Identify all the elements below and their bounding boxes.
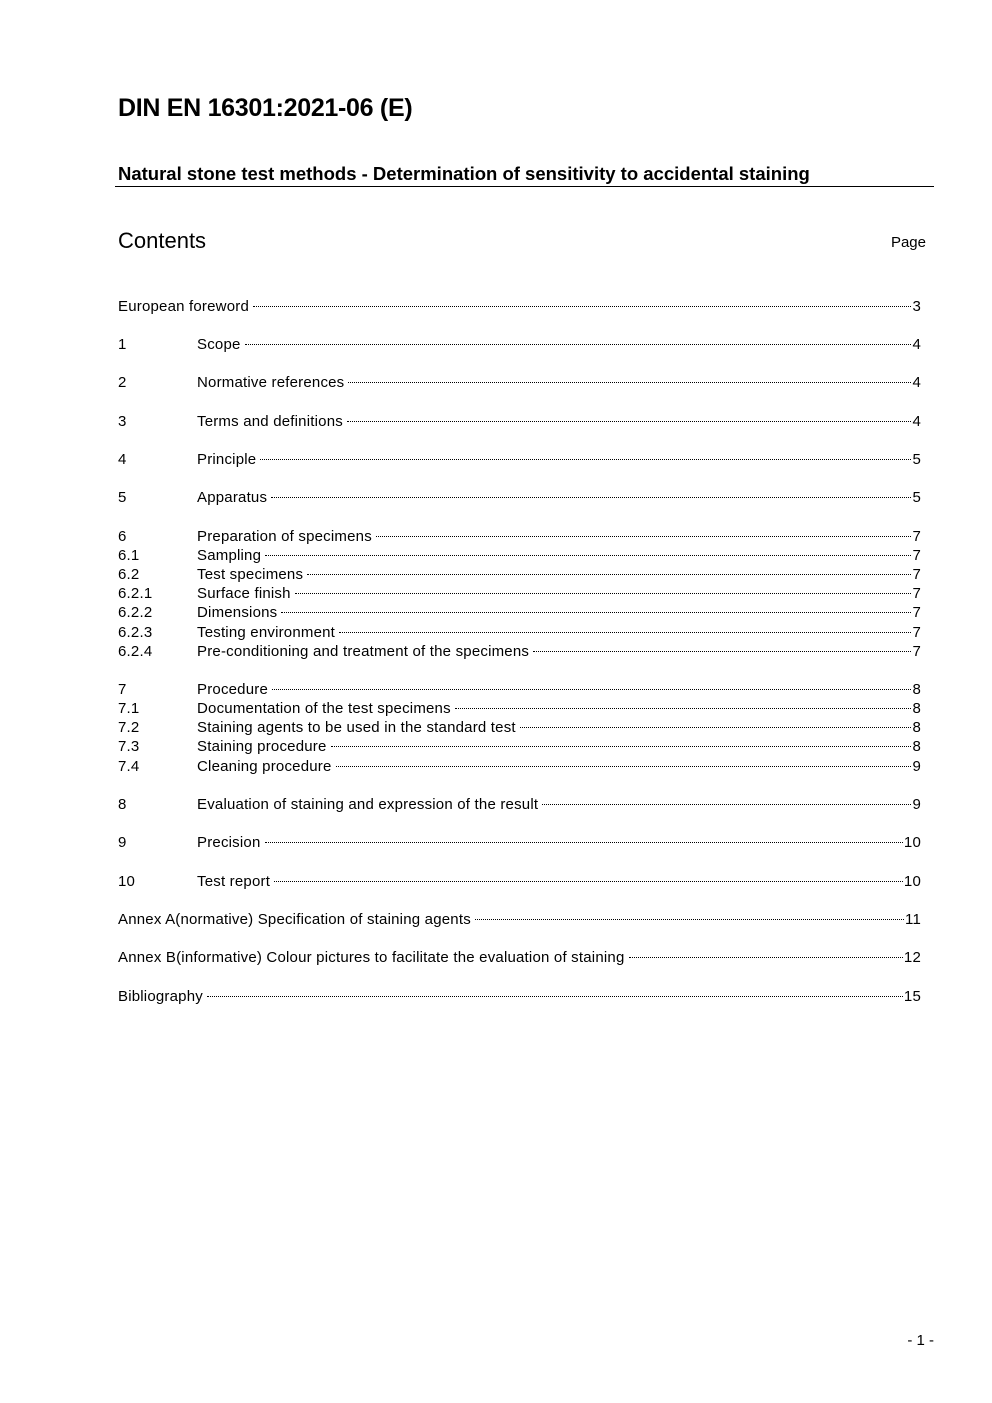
toc-entry-text: Documentation of the test specimens xyxy=(197,700,451,717)
toc-entry-page: 9 xyxy=(912,758,921,775)
document-id: DIN EN 16301:2021-06 (E) xyxy=(118,94,413,122)
toc-entry-text: Evaluation of staining and expression of the result xyxy=(197,796,539,813)
toc-entry-text: Annex A(normative) Specification of staining agents xyxy=(118,911,471,928)
toc-entry-text: Pre-conditioning and treatment of the specimens xyxy=(197,643,530,660)
toc-entry-terms-and-definitions[interactable] xyxy=(118,407,921,430)
toc-entry-number: 6.2.1 xyxy=(118,585,153,602)
toc-leader xyxy=(245,330,912,349)
toc-entry-text: Bibliography xyxy=(118,988,203,1005)
toc-entry-staining-procedure[interactable] xyxy=(118,732,921,755)
toc-entry-text: Test report xyxy=(197,873,271,890)
toc-entry-text: Staining procedure xyxy=(197,738,327,755)
toc-entry-page: 8 xyxy=(912,681,921,698)
toc-entry-page: 7 xyxy=(912,547,921,564)
toc-entry-number: 6 xyxy=(118,528,127,545)
toc-entry-text: Test specimens xyxy=(197,566,304,583)
toc-leader xyxy=(348,368,911,387)
toc-entry-european-foreword[interactable] xyxy=(118,292,921,315)
toc-leader xyxy=(272,675,911,694)
toc-entry-page: 7 xyxy=(912,585,921,602)
toc-entry-page: 3 xyxy=(912,298,921,315)
toc-entry-number: 7.3 xyxy=(118,738,140,755)
title-underline xyxy=(115,186,934,187)
toc-entry-number: 1 xyxy=(118,336,127,353)
toc-entry-documentation-of-test-specimens[interactable] xyxy=(118,694,921,717)
contents-heading: Contents xyxy=(118,228,207,253)
toc-entry-annex-a[interactable] xyxy=(118,905,921,928)
toc-leader xyxy=(307,560,911,579)
toc-entry-page: 5 xyxy=(912,451,921,468)
toc-entry-page: 15 xyxy=(903,988,921,1005)
toc-leader xyxy=(533,637,911,656)
toc-entry-scope[interactable] xyxy=(118,330,921,353)
toc-entry-page: 9 xyxy=(912,796,921,813)
toc-leader xyxy=(336,752,912,771)
toc-entry-page: 4 xyxy=(912,336,921,353)
toc-entry-page: 4 xyxy=(912,374,921,391)
toc-entry-number: 7.2 xyxy=(118,719,140,736)
toc-entry-number: 6.2 xyxy=(118,566,140,583)
toc-entry-text: Terms and definitions xyxy=(197,413,343,430)
toc-entry-dimensions[interactable] xyxy=(118,598,921,621)
toc-leader xyxy=(260,445,911,464)
toc-entry-pre-conditioning[interactable] xyxy=(118,637,921,660)
toc-leader xyxy=(475,905,904,924)
toc-entry-text: European foreword xyxy=(118,298,249,315)
toc-leader xyxy=(629,943,903,962)
toc-entry-text: Annex B(informative) Colour pictures to facilitate the evaluation of staining xyxy=(118,949,625,966)
toc-entry-number: 7 xyxy=(118,681,127,698)
toc-leader xyxy=(520,713,912,732)
toc-entry-text: Sampling xyxy=(197,547,262,564)
toc-entry-number: 2 xyxy=(118,374,127,391)
toc-entry-test-specimens[interactable] xyxy=(118,560,921,583)
toc-entry-text: Cleaning procedure xyxy=(197,758,332,775)
toc-leader xyxy=(265,541,911,560)
toc-entry-number: 5 xyxy=(118,489,127,506)
toc-leader xyxy=(339,618,911,637)
toc-leader xyxy=(271,483,911,502)
toc-entry-text: Preparation of specimens xyxy=(197,528,372,545)
toc-entry-testing-environment[interactable] xyxy=(118,618,921,641)
toc-entry-page: 7 xyxy=(912,643,921,660)
toc-entry-sampling[interactable] xyxy=(118,541,921,564)
toc-entry-text: Normative references xyxy=(197,374,345,391)
toc-entry-text: Staining agents to be used in the standard test xyxy=(197,719,516,736)
toc-entry-page: 4 xyxy=(912,413,921,430)
toc-entry-number: 10 xyxy=(118,873,136,890)
toc-entry-staining-agents[interactable] xyxy=(118,713,921,736)
toc-leader xyxy=(265,828,903,847)
toc-entry-page: 10 xyxy=(903,873,921,890)
toc-entry-number: 7.1 xyxy=(118,700,140,717)
toc-leader xyxy=(207,982,903,1001)
toc-entry-number: 8 xyxy=(118,796,127,813)
toc-leader xyxy=(281,598,911,617)
toc-entry-page: 8 xyxy=(912,738,921,755)
toc-leader xyxy=(253,292,911,311)
document-title: Natural stone test methods - Determination of sensitivity to accidental staining xyxy=(118,163,810,184)
toc-entry-text: Principle xyxy=(197,451,257,468)
toc-entry-number: 6.1 xyxy=(118,547,140,564)
toc-entry-precision[interactable] xyxy=(118,828,921,851)
toc-entry-number: 3 xyxy=(118,413,127,430)
toc-entry-normative-references[interactable] xyxy=(118,368,921,391)
toc-entry-bibliography[interactable] xyxy=(118,982,921,1005)
toc-entry-page: 7 xyxy=(912,604,921,621)
toc-entry-preparation-of-specimens[interactable] xyxy=(118,522,921,545)
toc-leader xyxy=(295,579,912,598)
toc-entry-number: 6.2.4 xyxy=(118,643,153,660)
toc-entry-text: Apparatus xyxy=(197,489,268,506)
toc-entry-cleaning-procedure[interactable] xyxy=(118,752,921,775)
toc-entry-text: Dimensions xyxy=(197,604,278,621)
toc-leader xyxy=(347,407,912,426)
toc-entry-procedure[interactable] xyxy=(118,675,921,698)
toc-entry-page: 7 xyxy=(912,566,921,583)
toc-leader xyxy=(274,867,903,886)
toc-entry-page: 7 xyxy=(912,528,921,545)
toc-entry-annex-b[interactable] xyxy=(118,943,921,966)
toc-entry-test-report[interactable] xyxy=(118,867,921,890)
toc-entry-page: 12 xyxy=(903,949,921,966)
toc-entry-page: 5 xyxy=(912,489,921,506)
toc-entry-number: 7.4 xyxy=(118,758,140,775)
toc-entry-text: Testing environment xyxy=(197,624,336,641)
toc-entry-text: Precision xyxy=(197,834,261,851)
toc-entry-evaluation[interactable] xyxy=(118,790,921,813)
page-number: - 1 - xyxy=(907,1332,934,1349)
toc-leader xyxy=(542,790,911,809)
toc-entry-number: 6.2.3 xyxy=(118,624,153,641)
toc-leader xyxy=(376,522,912,541)
toc-entry-page: 10 xyxy=(903,834,921,851)
toc-entry-text: Procedure xyxy=(197,681,269,698)
page-column-heading: Page xyxy=(890,234,926,251)
toc-entry-number: 9 xyxy=(118,834,127,851)
toc-entry-page: 11 xyxy=(905,911,921,928)
toc-leader xyxy=(455,694,912,713)
toc-entry-apparatus[interactable] xyxy=(118,483,921,506)
toc-entry-number: 6.2.2 xyxy=(118,604,153,621)
toc-entry-principle[interactable] xyxy=(118,445,921,468)
toc-leader xyxy=(331,732,912,751)
toc-entry-page: 8 xyxy=(912,719,921,736)
toc-entry-page: 8 xyxy=(912,700,921,717)
toc-entry-page: 7 xyxy=(912,624,921,641)
toc-entry-number: 4 xyxy=(118,451,127,468)
toc-entry-text: Surface finish xyxy=(197,585,291,602)
toc-entry-surface-finish[interactable] xyxy=(118,579,921,602)
toc-entry-text: Scope xyxy=(197,336,241,353)
